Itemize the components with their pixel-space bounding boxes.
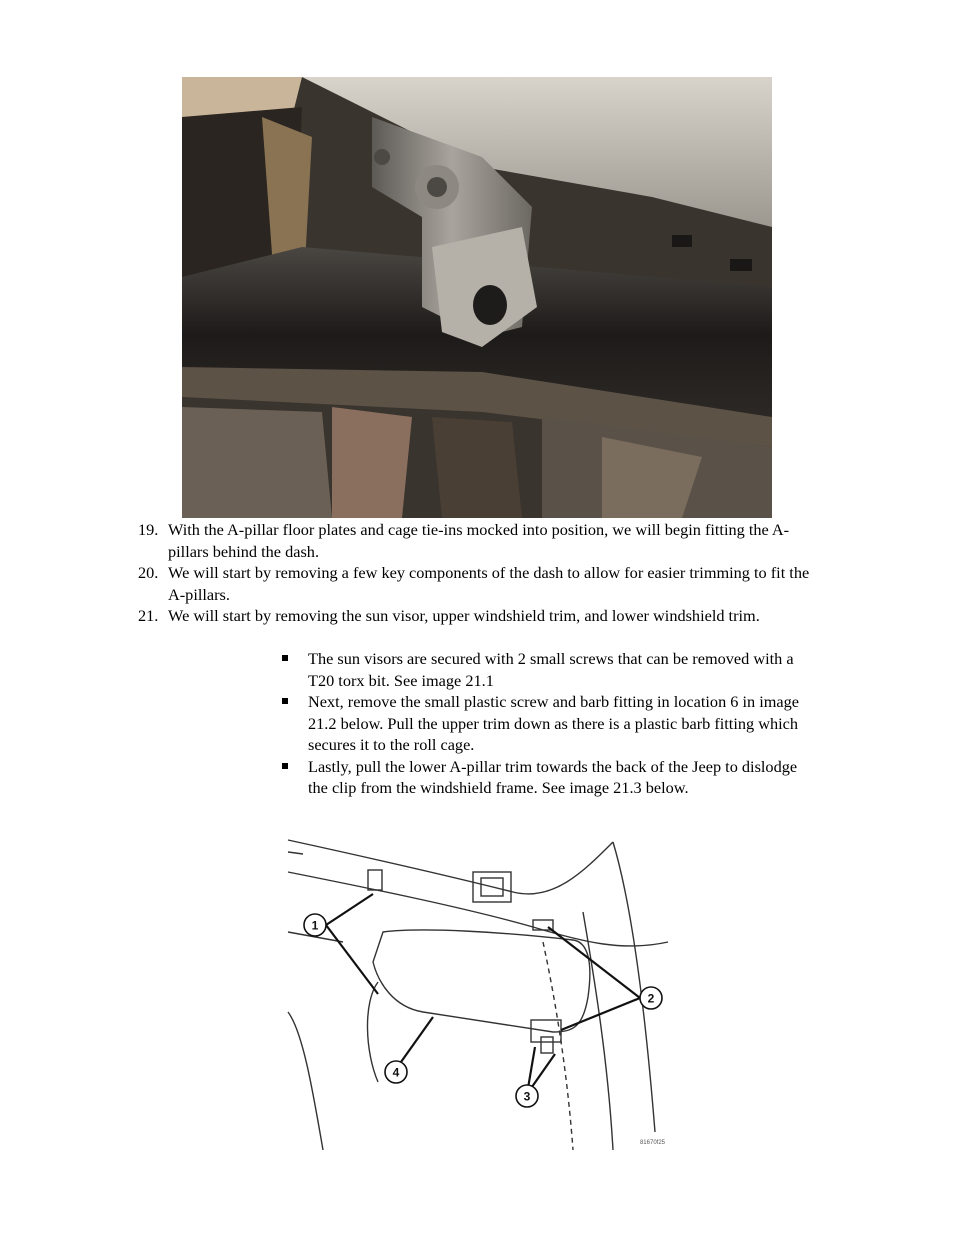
bullet-square-icon xyxy=(282,655,288,661)
callout-label-4: 4 xyxy=(392,1065,400,1080)
callout-label-1: 1 xyxy=(311,918,319,933)
bullet-text: Lastly, pull the lower A-pillar trim towards the back of the Jeep to dislodge the clip from the windshield frame. See image 21.3 below. xyxy=(308,756,798,797)
callout-label-3: 3 xyxy=(523,1089,531,1104)
list-item xyxy=(280,648,820,691)
list-item xyxy=(280,756,820,799)
sun-visor-diagram xyxy=(283,832,671,1150)
step-text: With the A-pillar floor plates and cage tie-ins mocked into position, we will begin fitting the A-pillars behind the dash. xyxy=(168,520,790,561)
bullet-text: The sun visors are secured with 2 small screws that can be removed with a T20 torx bit. See image 21.1 xyxy=(308,649,794,690)
steps-list xyxy=(132,519,822,627)
list-item xyxy=(132,605,822,627)
step-text: We will start by removing a few key components of the dash to allow for easier trimming to fit the A-pillars. xyxy=(168,563,810,604)
list-item xyxy=(132,562,822,605)
bullet-text: Next, remove the small plastic screw and barb fitting in location 6 in image 21.2 below. Pull the upper trim down as there is a plastic barb fitting which secures it to the roll cage. xyxy=(308,692,800,754)
list-item xyxy=(132,519,822,562)
bullet-list xyxy=(280,648,820,799)
step-number: 19. xyxy=(138,520,159,539)
step-text: We will start by removing the sun visor, upper windshield trim, and lower windshield trim. xyxy=(168,606,760,625)
step-number: 21. xyxy=(138,606,159,625)
bullet-square-icon xyxy=(282,763,288,769)
figure-code: 81670f25 xyxy=(639,1140,665,1146)
bullet-square-icon xyxy=(282,698,288,704)
step-number: 20. xyxy=(138,563,159,582)
undercarriage-photo xyxy=(182,77,772,518)
callout-label-2: 2 xyxy=(647,991,655,1006)
list-item xyxy=(280,691,820,756)
